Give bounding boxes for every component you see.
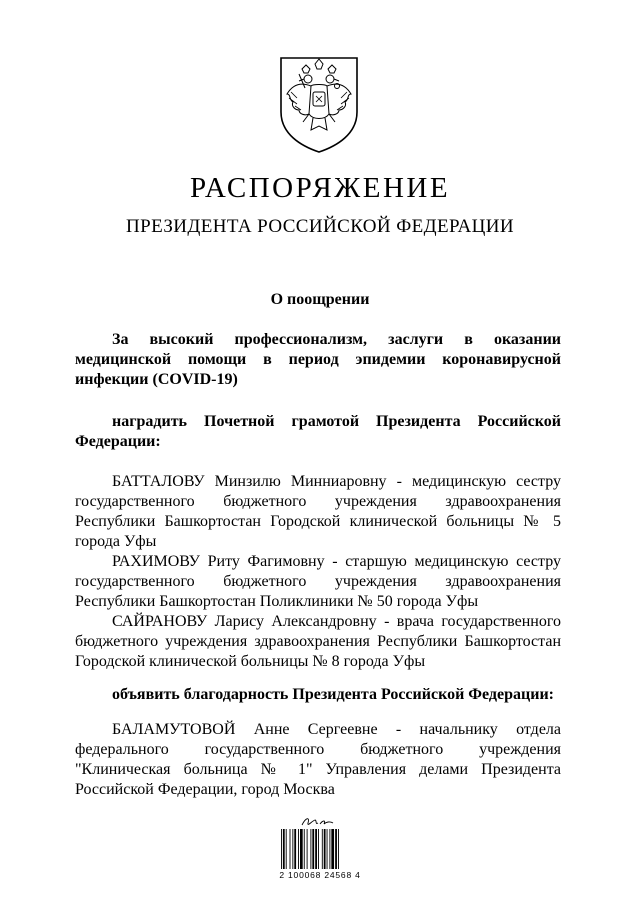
awardees-list [75, 472, 561, 672]
russian-coat-of-arms-icon [277, 54, 361, 156]
awardee-item: БАТТАЛОВУ Минзилю Минниаровну - медицинскую сестру государственного бюджетного учреждения здравоохранения Республики Башкортостан Городской клинической больницы № 5 города Уфы [75, 473, 561, 550]
gratitude-recipients-list [75, 720, 561, 800]
document-type-title: РАСПОРЯЖЕНИЕ [189, 172, 451, 204]
gratitude-decision: объявить благодарность Президента Российской Федерации: [112, 686, 554, 703]
document-issuer: ПРЕЗИДЕНТА РОССИЙСКОЙ ФЕДЕРАЦИИ [126, 216, 514, 237]
awardee-item: РАХИМОВУ Риту Фагимовну - старшую медицинскую сестру государственного бюджетного учреждения здравоохранения Республики Башкортостан Поликлиники № 50 города Уфы [75, 553, 561, 610]
document-subject: О поощрении [270, 291, 370, 308]
document-barcode [270, 815, 370, 887]
award-decision: наградить Почетной грамотой Президента Российской Федерации: [75, 413, 561, 450]
signature-mark [288, 815, 348, 829]
barcode-number: 2 100068 24568 4 [279, 870, 361, 880]
gratitude-recipient-item: БАЛАМУТОВОЙ Анне Сергеевне - начальнику отдела федерального государственного бюджетного учреждения "Клиническая больница № 1" Управления делами Президента Российской Федерации, город Москва [75, 721, 561, 798]
intro-paragraph: За высокий профессионализм, заслуги в оказании медицинской помощи в период эпидемии коронавирусной инфекции (COVID-19) [75, 331, 561, 388]
barcode-bars [280, 829, 360, 869]
awardee-item: САЙРАНОВУ Ларису Александровну - врача государственного бюджетного учреждения здравоохранения Республики Башкортостан Городской клинической больницы № 8 города Уфы [75, 613, 561, 670]
